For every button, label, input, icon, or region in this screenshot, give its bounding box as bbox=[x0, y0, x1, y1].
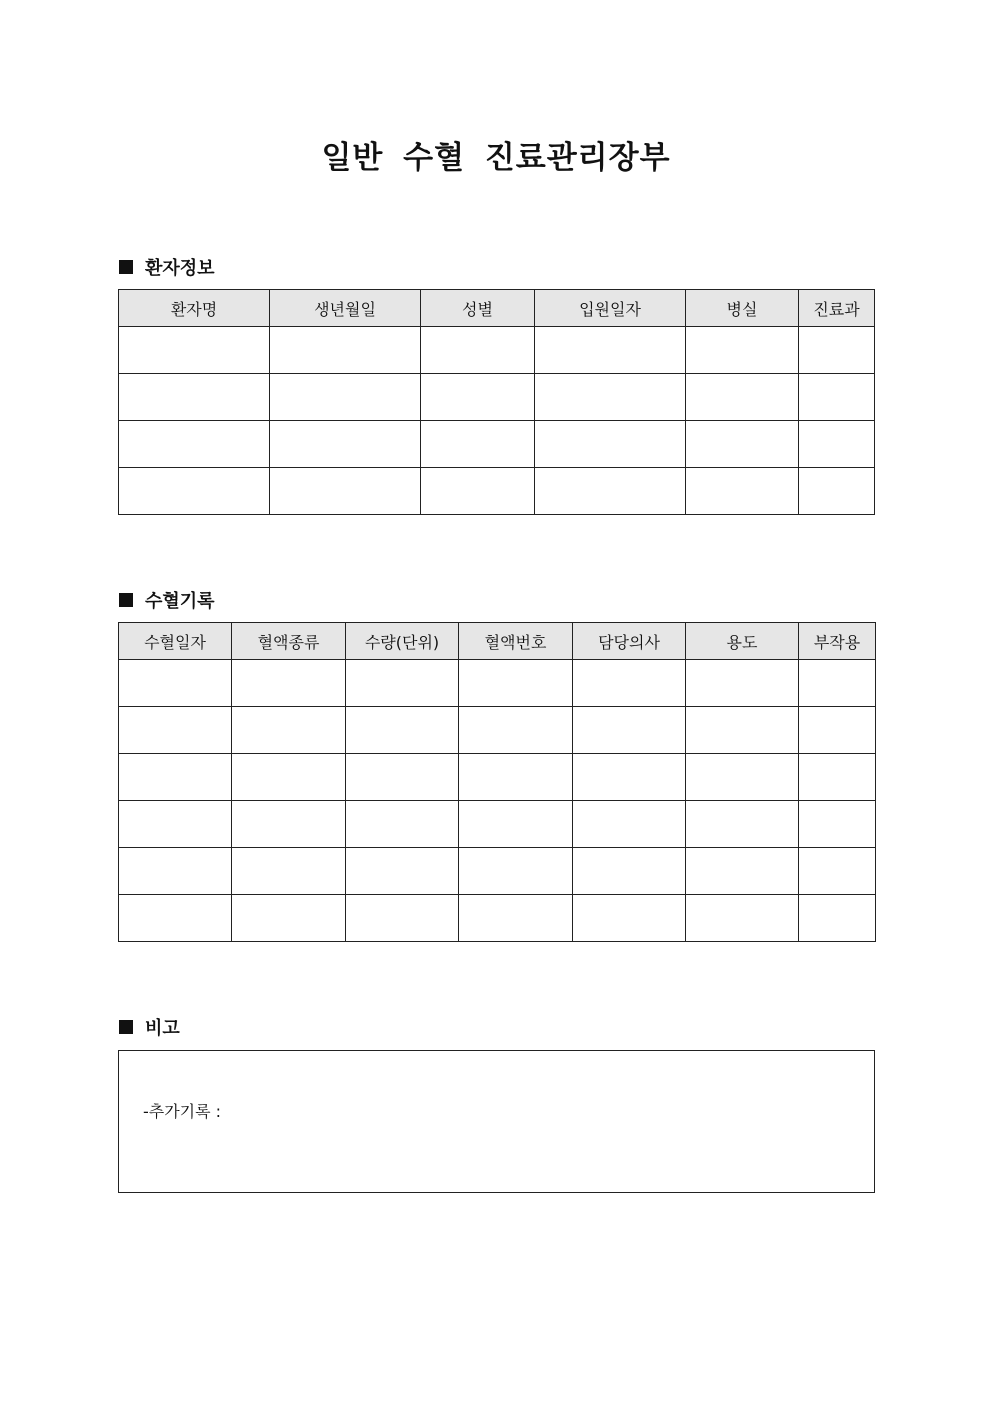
col-header-doctor: 담당의사 bbox=[573, 623, 686, 660]
table-cell[interactable] bbox=[119, 801, 232, 848]
table-cell[interactable] bbox=[799, 707, 876, 754]
table-cell[interactable] bbox=[573, 660, 686, 707]
table-row bbox=[119, 374, 875, 421]
table-cell[interactable] bbox=[686, 801, 799, 848]
table-cell[interactable] bbox=[270, 374, 421, 421]
table-cell[interactable] bbox=[686, 374, 799, 421]
table-cell[interactable] bbox=[686, 895, 799, 942]
table-cell[interactable] bbox=[535, 327, 686, 374]
table-cell[interactable] bbox=[535, 374, 686, 421]
table-cell[interactable] bbox=[799, 660, 876, 707]
table-cell[interactable] bbox=[346, 660, 459, 707]
table-cell[interactable] bbox=[119, 707, 232, 754]
table-cell[interactable] bbox=[459, 754, 573, 801]
col-header-blood-type: 혈액종류 bbox=[232, 623, 346, 660]
table-cell[interactable] bbox=[270, 421, 421, 468]
table-row bbox=[119, 895, 876, 942]
col-header-patient-name: 환자명 bbox=[119, 290, 270, 327]
transfusion-section-label: 수혈기록 bbox=[145, 591, 215, 612]
table-cell[interactable] bbox=[799, 374, 875, 421]
table-cell[interactable] bbox=[535, 421, 686, 468]
table-cell[interactable] bbox=[686, 754, 799, 801]
table-row bbox=[119, 801, 876, 848]
table-cell[interactable] bbox=[270, 327, 421, 374]
col-header-department: 진료과 bbox=[799, 290, 875, 327]
table-row bbox=[119, 660, 876, 707]
table-cell[interactable] bbox=[232, 707, 346, 754]
table-cell[interactable] bbox=[686, 707, 799, 754]
col-header-room: 병실 bbox=[686, 290, 799, 327]
table-cell[interactable] bbox=[459, 848, 573, 895]
table-cell[interactable] bbox=[573, 707, 686, 754]
table-cell[interactable] bbox=[459, 801, 573, 848]
table-cell[interactable] bbox=[573, 801, 686, 848]
table-cell[interactable] bbox=[119, 895, 232, 942]
table-cell[interactable] bbox=[799, 754, 876, 801]
table-cell[interactable] bbox=[119, 660, 232, 707]
transfusion-table-header bbox=[119, 623, 876, 660]
table-cell[interactable] bbox=[573, 895, 686, 942]
table-cell[interactable] bbox=[119, 848, 232, 895]
transfusion-table bbox=[118, 622, 876, 942]
remarks-section-heading bbox=[119, 1014, 180, 1040]
table-cell[interactable] bbox=[232, 660, 346, 707]
table-cell[interactable] bbox=[459, 660, 573, 707]
col-header-blood-number: 혈액번호 bbox=[459, 623, 573, 660]
table-cell[interactable] bbox=[799, 468, 875, 515]
col-header-transfusion-date: 수혈일자 bbox=[119, 623, 232, 660]
table-row bbox=[119, 468, 875, 515]
remarks-box[interactable] bbox=[118, 1050, 875, 1193]
patient-table bbox=[118, 289, 875, 515]
table-cell[interactable] bbox=[346, 895, 459, 942]
table-cell[interactable] bbox=[346, 754, 459, 801]
table-cell[interactable] bbox=[459, 895, 573, 942]
table-cell[interactable] bbox=[421, 421, 535, 468]
table-cell[interactable] bbox=[119, 468, 270, 515]
table-row bbox=[119, 421, 875, 468]
table-cell[interactable] bbox=[686, 848, 799, 895]
col-header-quantity: 수량(단위) bbox=[346, 623, 459, 660]
additional-notes-label: -추가기록 : bbox=[143, 1102, 222, 1121]
col-header-side-effects: 부작용 bbox=[799, 623, 876, 660]
table-row bbox=[119, 707, 876, 754]
patient-table-header bbox=[119, 290, 875, 327]
table-row bbox=[119, 754, 876, 801]
table-cell[interactable] bbox=[686, 327, 799, 374]
table-cell[interactable] bbox=[573, 848, 686, 895]
square-bullet-icon bbox=[119, 593, 133, 607]
table-cell[interactable] bbox=[346, 848, 459, 895]
table-row bbox=[119, 327, 875, 374]
table-cell[interactable] bbox=[232, 754, 346, 801]
table-cell[interactable] bbox=[686, 421, 799, 468]
transfusion-section-heading bbox=[119, 587, 215, 613]
table-cell[interactable] bbox=[459, 707, 573, 754]
table-cell[interactable] bbox=[421, 374, 535, 421]
table-cell[interactable] bbox=[119, 421, 270, 468]
col-header-birth-date: 생년월일 bbox=[270, 290, 421, 327]
col-header-admission-date: 입원일자 bbox=[535, 290, 686, 327]
table-cell[interactable] bbox=[232, 848, 346, 895]
table-cell[interactable] bbox=[799, 327, 875, 374]
remarks-section-label: 비고 bbox=[145, 1018, 180, 1039]
table-cell[interactable] bbox=[119, 327, 270, 374]
table-cell[interactable] bbox=[686, 468, 799, 515]
table-cell[interactable] bbox=[346, 707, 459, 754]
table-cell[interactable] bbox=[119, 374, 270, 421]
table-cell[interactable] bbox=[686, 660, 799, 707]
table-cell[interactable] bbox=[421, 468, 535, 515]
table-cell[interactable] bbox=[119, 754, 232, 801]
table-cell[interactable] bbox=[232, 801, 346, 848]
table-cell[interactable] bbox=[346, 801, 459, 848]
table-cell[interactable] bbox=[799, 801, 876, 848]
page-title: 일반 수혈 진료관리장부 bbox=[321, 140, 671, 176]
table-row bbox=[119, 848, 876, 895]
table-cell[interactable] bbox=[799, 848, 876, 895]
table-cell[interactable] bbox=[232, 895, 346, 942]
table-cell[interactable] bbox=[573, 754, 686, 801]
patient-section-heading bbox=[119, 254, 215, 280]
col-header-sex: 성별 bbox=[421, 290, 535, 327]
col-header-purpose: 용도 bbox=[686, 623, 799, 660]
table-cell[interactable] bbox=[270, 468, 421, 515]
table-cell[interactable] bbox=[799, 895, 876, 942]
patient-section-label: 환자정보 bbox=[145, 258, 215, 279]
table-cell[interactable] bbox=[421, 327, 535, 374]
square-bullet-icon bbox=[119, 1020, 133, 1034]
table-cell[interactable] bbox=[799, 421, 875, 468]
table-cell[interactable] bbox=[535, 468, 686, 515]
square-bullet-icon bbox=[119, 260, 133, 274]
